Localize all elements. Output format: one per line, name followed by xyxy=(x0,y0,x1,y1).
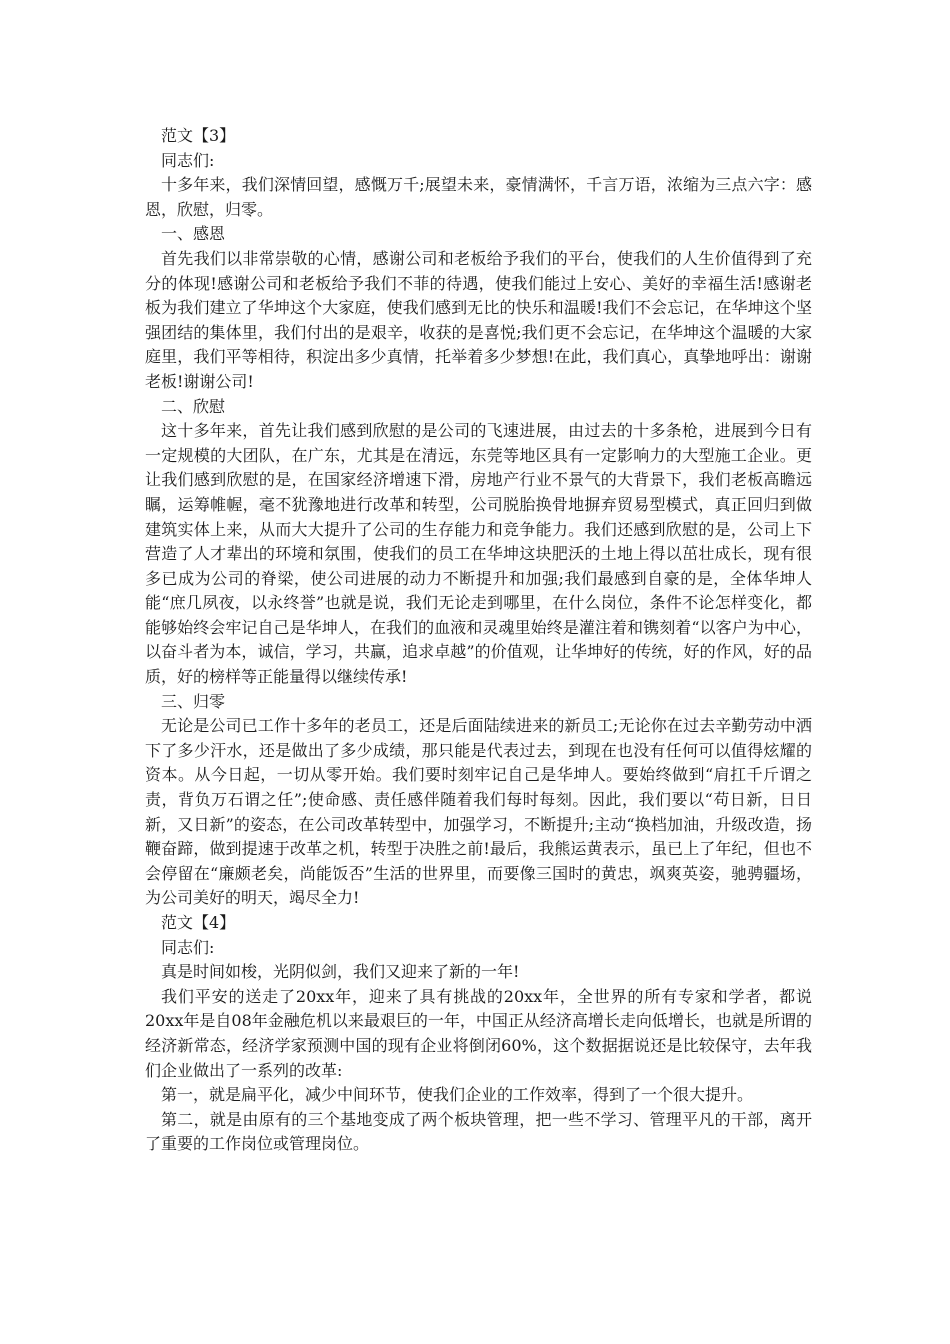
subheading: 三、归零 xyxy=(161,691,226,711)
section-title: 范文【4】 xyxy=(161,913,236,932)
paragraph: 第一，就是扁平化，减少中间环节，使我们企业的工作效率，得到了一个很大提升。 xyxy=(161,1085,754,1105)
paragraph: 真是时间如梭，光阴似剑，我们又迎来了新的一年! xyxy=(161,962,520,982)
document-body xyxy=(145,124,812,1157)
paragraph: 无论是公司已工作十多年的老员工，还是后面陆续进来的新员工;无论你在过去辛勤劳动中洒下了多少汗水，还是做出了多少成绩，那只能是代表过去，到现在也没有任何可以值得炫耀的资本。从今日起，一切从零开始。我们要时刻牢记自己是华坤人。要始终做到“肩扛千斤谓之责，背负万石谓之任”;使命感、责任感伴随着我们每时每刻。因此，我们要以“苟日新，日日新，又日新”的姿态，在公司改革转型中，加强学习，不断提升;主动“换档加油，升级改造，扬鞭奋蹄，做到提速于改革之机，转型于决胜之前!最后，我熊运黄表示，虽已上了年纪，但也不会停留在“廉颇老矣，尚能饭否”生活的世界里，而要像三国时的黄忠，飒爽英姿，驰骋疆场，为公司美好的明天，竭尽全力! xyxy=(145,716,812,908)
paragraph: 首先我们以非常崇敬的心情，感谢公司和老板给予我们的平台，使我们的人生价值得到了充分的体现!感谢公司和老板给予我们不菲的待遇，使我们能过上安心、美好的幸福生活!感谢老板为我们建立了华坤这个大家庭，使我们感到无比的快乐和温暖!我们不会忘记，在华坤这个坚强团结的集体里，我们付出的是艰辛，收获的是喜悦;我们更不会忘记，在华坤这个温暖的大家庭里，我们平等相待，积淀出多少真情，托举着多少梦想!在此，我们真心，真挚地呼出：谢谢老板!谢谢公司! xyxy=(145,248,812,391)
salutation: 同志们: xyxy=(161,150,215,170)
paragraph: 第二，就是由原有的三个基地变成了两个板块管理，把一些不学习、管理平凡的干部，离开了重要的工作岗位或管理岗位。 xyxy=(145,1109,812,1154)
subheading: 二、欣慰 xyxy=(161,396,226,416)
subheading: 一、感恩 xyxy=(161,224,226,244)
paragraph: 十多年来，我们深情回望，感慨万千;展望未来，豪情满怀，千言万语，浓缩为三点六字：感恩，欣慰，归零。 xyxy=(145,175,812,219)
salutation: 同志们: xyxy=(161,937,215,957)
paragraph: 这十多年来，首先让我们感到欣慰的是公司的飞速进展，由过去的十多条枪，进展到今日有一定规模的大团队，在广东，尤其是在清远，东莞等地区具有一定影响力的大型施工企业。更让我们感到欣慰的是，在国家经济增速下滑，房地产行业不景气的大背景下，我们老板高瞻远瞩，运筹帷幄，毫不犹豫地进行改革和转型，公司脱胎换骨地摒弃贸易型模式，真正回归到做建筑实体上来，从而大大提升了公司的生存能力和竞争能力。我们还感到欣慰的是，公司上下营造了人才辈出的环境和氛围，使我们的员工在华坤这块肥沃的土地上得以茁壮成长，现有很多已成为公司的脊梁，使公司进展的动力不断提升和加强;我们最感到自豪的是，全体华坤人能“庶几夙夜，以永终誉”也就是说，我们无论走到哪里，在什么岗位，条件不论怎样变化，都能够始终会牢记自己是华坤人，在我们的血液和灵魂里始终是灌注着和镌刻着“以客户为中心，以奋斗者为本，诚信，学习，共赢，追求卓越”的价值观，让华坤好的传统，好的作风，好的品质，好的榜样等正能量得以继续传承! xyxy=(145,421,812,687)
section-title: 范文【3】 xyxy=(161,126,236,145)
paragraph: 我们平安的送走了20xx年，迎来了具有挑战的20xx年，全世界的所有专家和学者，都说20xx年是自08年金融危机以来最艰巨的一年，中国正从经济高增长走向低增长，也就是所谓的经济新常态，经济学家预测中国的现有企业将倒闭60%，这个数据据说还是比较保守，去年我们企业做出了一系列的改革: xyxy=(145,986,812,1080)
